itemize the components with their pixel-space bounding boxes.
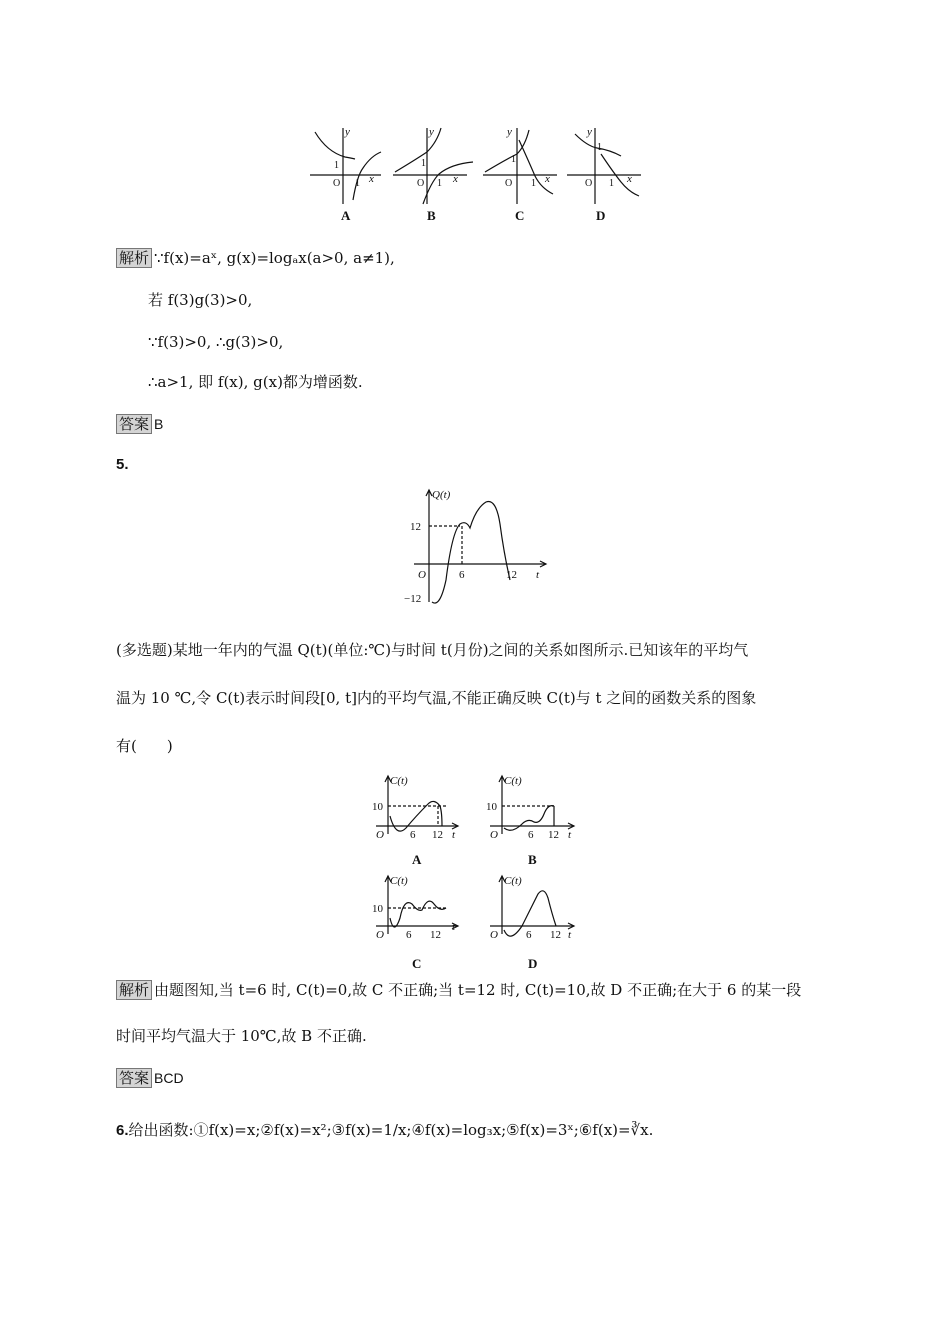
graph-a-label: A <box>341 208 351 223</box>
question-5-text-line-2: 温为 10 ℃,令 C(t)表示时间段[0, t]内的平均气温,不能正确反映 C(t)与 t 之间的函数关系的图象 <box>116 689 757 707</box>
solution-5-line-1: 解析 由题图知,当 t=6 时, C(t)=0,故 C 不正确;当 t=12 时, C(t)=10,故 D 不正确;在大于 6 的某一段 <box>116 980 801 1000</box>
solution-4-line-4: ∴a>1, 即 f(x), g(x)都为增函数. <box>148 373 363 391</box>
figure-q4-options <box>305 124 645 224</box>
graph-a-x-one: 1 <box>355 178 360 189</box>
graph-d <box>567 128 641 204</box>
graph-b-origin: O <box>417 178 425 189</box>
opt-c-y-tick: 10 <box>372 903 383 915</box>
opt-a-x-label: t <box>452 829 456 841</box>
opt-a-x-tick-12: 12 <box>432 829 443 841</box>
opt-c-x-tick-6: 6 <box>406 929 412 941</box>
graph-b-x-one: 1 <box>437 178 442 189</box>
graph-b-y-label: y <box>429 126 434 138</box>
graph-c-x-label: x <box>545 173 550 185</box>
option-graph-d <box>490 876 574 936</box>
option-graph-c <box>376 876 458 934</box>
opt-a-origin: O <box>376 829 384 841</box>
graph-d-x-one: 1 <box>609 178 614 189</box>
answer-4 <box>116 414 163 434</box>
q5-y-tick-neg12: −12 <box>404 593 422 605</box>
opt-b-x-label: t <box>568 829 572 841</box>
q5-x-tick-6: 6 <box>459 569 465 581</box>
question-5-text-line-1: (多选题)某地一年内的气温 Q(t)(单位:℃)与时间 t(月份)之间的关系如图所示.已知该年的平均气 <box>116 641 749 659</box>
figure-q5-options <box>362 768 592 973</box>
graph-d-one: 1 <box>597 142 602 153</box>
opt-b-x-tick-12: 12 <box>548 829 559 841</box>
graph-b <box>393 128 473 204</box>
graph-b-label: B <box>427 208 436 223</box>
opt-b-x-tick-6: 6 <box>528 829 534 841</box>
opt-c-x-label: t <box>452 921 456 933</box>
question-6-text: 给出函数:①f(x)=x;②f(x)=x²;③f(x)=1/x;④f(x)=log₃x;⑤f(x)=3ˣ;⑥f(x)=∛x. <box>128 1121 654 1139</box>
solution-tag: 解析 <box>116 248 152 268</box>
graph-d-y-label: y <box>587 126 592 138</box>
option-graph-b <box>490 776 574 834</box>
graph-d-origin: O <box>585 178 593 189</box>
graph-b-x-label: x <box>453 173 458 185</box>
question-5-number: 5. <box>116 456 129 473</box>
q5-y-tick-12: 12 <box>410 521 421 533</box>
q5-x-label: t <box>536 569 540 581</box>
q5-origin: O <box>418 569 426 581</box>
q5-y-label: Q(t) <box>432 489 451 501</box>
graph-c <box>483 128 557 204</box>
opt-label-c: C <box>412 956 422 971</box>
opt-d-origin: O <box>490 929 498 941</box>
opt-b-y-label: C(t) <box>504 775 522 787</box>
opt-d-x-label: t <box>568 929 572 941</box>
solution-5-line-2: 时间平均气温大于 10℃,故 B 不正确. <box>116 1027 367 1045</box>
graph-c-y-label: y <box>507 126 512 138</box>
graph-a-origin: O <box>333 178 341 189</box>
opt-c-y-label: C(t) <box>390 875 408 887</box>
opt-label-d: D <box>528 956 538 971</box>
answer-5 <box>116 1068 184 1088</box>
solution-4-line-2: 若 f(3)g(3)>0, <box>148 291 253 309</box>
graph-a-y-label: y <box>345 126 350 138</box>
opt-a-x-tick-6: 6 <box>410 829 416 841</box>
opt-b-origin: O <box>490 829 498 841</box>
opt-c-origin: O <box>376 929 384 941</box>
graph-d-label: D <box>596 208 606 223</box>
graph-c-x-one: 1 <box>531 178 536 189</box>
opt-d-y-label: C(t) <box>504 875 522 887</box>
opt-d-x-tick-12: 12 <box>550 929 561 941</box>
graph-d-x-label: x <box>627 173 632 185</box>
graph-b-one: 1 <box>421 158 426 169</box>
figure-q5-temperature <box>400 484 550 608</box>
opt-label-b: B <box>528 852 537 867</box>
solution-4-line-3: ∵f(3)>0, ∴g(3)>0, <box>148 333 284 351</box>
answer-tag: 答案 <box>116 1068 152 1088</box>
opt-d-x-tick-6: 6 <box>526 929 532 941</box>
answer-5-value: BCD <box>154 1070 184 1086</box>
graph-a-x-label: x <box>369 173 374 185</box>
opt-a-y-label: C(t) <box>390 775 408 787</box>
q5-x-tick-12: 12 <box>506 569 517 581</box>
graph-c-origin: O <box>505 178 513 189</box>
graph-a <box>310 128 381 204</box>
opt-a-y-tick: 10 <box>372 801 383 813</box>
question-5-text-line-3: 有( ) <box>116 737 173 755</box>
opt-b-y-tick: 10 <box>486 801 497 813</box>
opt-c-x-tick-12: 12 <box>430 929 441 941</box>
solution-tag: 解析 <box>116 980 152 1000</box>
graph-c-label: C <box>515 208 525 223</box>
question-6-number: 6. <box>116 1122 129 1139</box>
graph-c-one: 1 <box>511 154 516 165</box>
question-6 <box>116 1120 653 1141</box>
answer-4-value: B <box>154 416 164 432</box>
opt-label-a: A <box>412 852 422 867</box>
answer-tag: 答案 <box>116 414 152 434</box>
solution-4-line-1: 解析 ∵f(x)=aˣ, g(x)=logₐx(a>0, a≠1), <box>116 248 395 268</box>
option-graph-a <box>376 776 458 834</box>
graph-a-one: 1 <box>334 160 339 171</box>
